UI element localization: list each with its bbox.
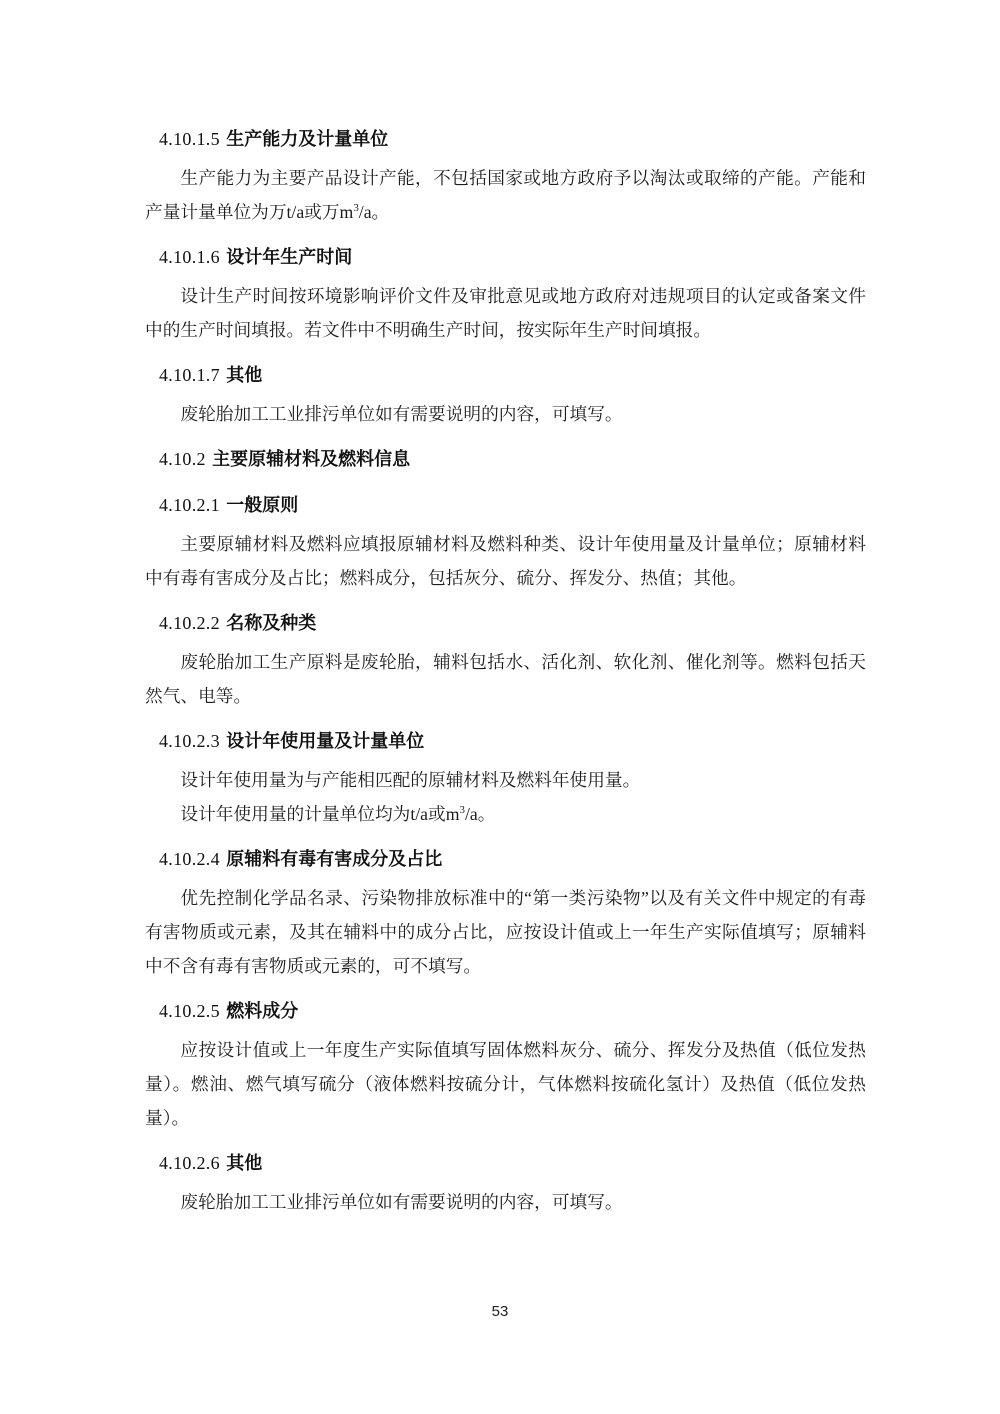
section-heading bbox=[145, 610, 866, 636]
paragraph-text: /a。 bbox=[464, 804, 496, 824]
section-title: 主要原辅材料及燃料信息 bbox=[212, 449, 411, 469]
section-title: 名称及种类 bbox=[226, 613, 317, 633]
paragraph bbox=[145, 1185, 866, 1219]
section-heading bbox=[145, 492, 866, 518]
paragraph bbox=[145, 1033, 866, 1135]
section-4-10-2-3 bbox=[145, 728, 866, 831]
section-4-10-2 bbox=[145, 446, 866, 472]
section-heading bbox=[145, 244, 866, 270]
paragraph bbox=[145, 397, 866, 431]
section-number: 4.10.2.2 bbox=[159, 613, 220, 633]
page-number: 53 bbox=[491, 1303, 509, 1320]
section-heading bbox=[145, 362, 866, 388]
section-heading bbox=[145, 126, 866, 152]
paragraph bbox=[145, 881, 866, 983]
paragraph-text: 应按设计值或上一年度生产实际值填写固体燃料灰分、硫分、挥发分及热值（低位发热量）。燃油、燃气填写硫分（液体燃料按硫分计，气体燃料按硫化氢计）及热值（低位发热量）。 bbox=[145, 1040, 866, 1128]
paragraph-text: 优先控制化学品名录、污染物排放标准中的“第一类污染物”以及有关文件中规定的有毒有害物质或元素，及其在辅料中的成分占比，应按设计值或上一年生产实际值填写；原辅料中不含有毒有害物质或元素的，可不填写。 bbox=[145, 888, 866, 976]
section-title: 其他 bbox=[226, 365, 263, 385]
section-4-10-1-5 bbox=[145, 126, 866, 229]
section-number: 4.10.2.6 bbox=[159, 1153, 220, 1173]
section-heading bbox=[145, 446, 866, 472]
section-title: 燃料成分 bbox=[226, 1001, 299, 1021]
section-title: 一般原则 bbox=[226, 495, 299, 515]
paragraph-text: 生产能力为主要产品设计产能，不包括国家或地方政府予以淘汰或取缔的产能。产能和产量计量单位为万t/a或万m bbox=[145, 168, 866, 222]
superscript: 3 bbox=[459, 804, 465, 817]
section-number: 4.10.1.5 bbox=[159, 129, 220, 149]
superscript: 3 bbox=[353, 202, 359, 215]
section-number: 4.10.2.3 bbox=[159, 731, 220, 751]
section-title: 其他 bbox=[226, 1153, 263, 1173]
section-heading bbox=[145, 728, 866, 754]
section-heading bbox=[145, 1150, 866, 1176]
section-number: 4.10.2.1 bbox=[159, 495, 220, 515]
paragraph bbox=[145, 645, 866, 713]
section-title: 设计年使用量及计量单位 bbox=[226, 731, 425, 751]
section-title: 生产能力及计量单位 bbox=[226, 129, 389, 149]
section-4-10-1-6 bbox=[145, 244, 866, 347]
section-title: 设计年生产时间 bbox=[226, 247, 353, 267]
section-heading bbox=[145, 998, 866, 1024]
section-4-10-2-4 bbox=[145, 846, 866, 983]
paragraph-text: 废轮胎加工工业排污单位如有需要说明的内容，可填写。 bbox=[180, 1192, 623, 1212]
section-title: 原辅料有毒有害成分及占比 bbox=[226, 849, 443, 869]
paragraph bbox=[145, 797, 866, 831]
paragraph-text: 废轮胎加工生产原料是废轮胎，辅料包括水、活化剂、软化剂、催化剂等。燃料包括天然气、电等。 bbox=[145, 652, 866, 706]
paragraph-text: 主要原辅材料及燃料应填报原辅材料及燃料种类、设计年使用量及计量单位；原辅材料中有毒有害成分及占比；燃料成分，包括灰分、硫分、挥发分、热值；其他。 bbox=[145, 534, 866, 588]
paragraph-text: 设计年使用量为与产能相匹配的原辅材料及燃料年使用量。 bbox=[180, 770, 641, 790]
paragraph bbox=[145, 527, 866, 595]
section-4-10-2-2 bbox=[145, 610, 866, 713]
paragraph bbox=[145, 161, 866, 229]
section-number: 4.10.1.7 bbox=[159, 365, 220, 385]
paragraph-text: 设计年使用量的计量单位均为t/a或m bbox=[180, 804, 460, 824]
paragraph-text: /a。 bbox=[358, 202, 390, 222]
section-heading bbox=[145, 846, 866, 872]
paragraph-text: 废轮胎加工工业排污单位如有需要说明的内容，可填写。 bbox=[180, 404, 623, 424]
section-4-10-2-6 bbox=[145, 1150, 866, 1219]
section-4-10-2-1 bbox=[145, 492, 866, 595]
section-4-10-1-7 bbox=[145, 362, 866, 431]
section-4-10-2-5 bbox=[145, 998, 866, 1135]
section-number: 4.10.2.5 bbox=[159, 1001, 220, 1021]
page-footer bbox=[0, 1303, 1000, 1320]
section-number: 4.10.1.6 bbox=[159, 247, 220, 267]
section-number: 4.10.2 bbox=[159, 449, 206, 469]
paragraph bbox=[145, 279, 866, 347]
paragraph-text: 设计生产时间按环境影响评价文件及审批意见或地方政府对违规项目的认定或备案文件中的生产时间填报。若文件中不明确生产时间，按实际年生产时间填报。 bbox=[145, 286, 866, 340]
paragraph bbox=[145, 763, 866, 797]
section-number: 4.10.2.4 bbox=[159, 849, 220, 869]
